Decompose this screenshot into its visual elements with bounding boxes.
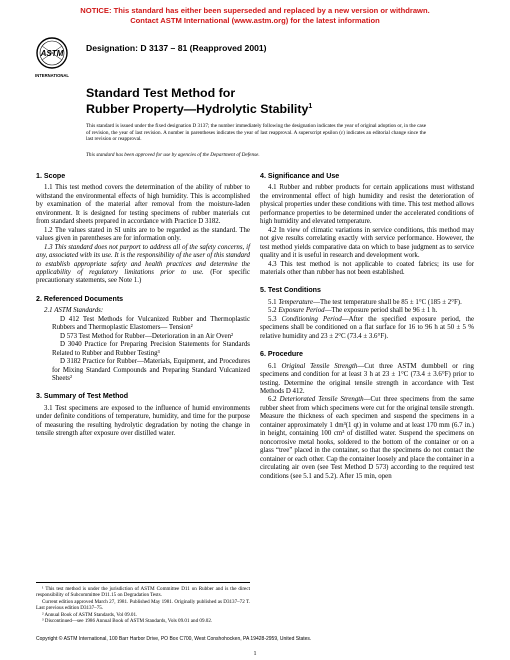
title-line-2: [86, 100, 312, 116]
paragraph: 5.3 Conditioning Period—After the specified exposure period, the specimens shall be conditioned on a flat surface for 16 to 96 h at 50 ± 5 % relative humidity and 23 ± 2°C (73.4 ± 3.6°F).: [260, 315, 475, 340]
paragraph: [36, 244, 250, 286]
paragraph: 3.1 Test specimens are exposed to the influence of humid environments under definite conditions of temperature, humidity, and time for the purpose of measuring the resulting hydrolytic degradation by noting the change in tensile strength after exposure over distilled water.: [36, 404, 250, 438]
logo-text: ASTM: [40, 49, 64, 58]
notice-line-1: NOTICE: This standard has either been superseded and replaced by a new version or withdrawn.: [80, 6, 430, 15]
page-number: 1: [253, 651, 257, 657]
safety-statement: 1.3 This standard does not purport to address all of the safety concerns, if any, associated with its use. It is the responsibility of the user of this standard to establish appropriate safety and health practices and determine the applicability of regulatory limitations prior to use.: [36, 243, 250, 276]
section-heading: 4. Significance and Use: [260, 172, 340, 180]
section-heading: 2. Referenced Documents: [36, 294, 124, 303]
logo-subtext: INTERNATIONAL: [35, 73, 69, 78]
defense-approval-note: This standard has been approved for use by agencies of the Department of Defense.: [86, 152, 260, 158]
reference-item: D 412 Test Methods for Vulcanized Rubber and Thermoplastic Rubbers and Thermoplastic Elastomers— Tension²: [52, 315, 250, 332]
issuance-note: This standard is issued under the fixed designation D 3137; the number immediately following the designation indicates the year of original adoption or, in the case of revision, the year of last revision. A number in parentheses indicates the year of last reapproval. A superscript epsilon (ε) indicates an editorial change since the last revision or reapproval.: [86, 123, 426, 143]
section-heading: 1. Scope: [36, 172, 66, 180]
notice-line-2: Contact ASTM International (www.astm.org) for the latest information: [130, 15, 380, 25]
term: Deteriorated Tensile Strength: [279, 396, 364, 404]
paragraph: 4.3 This test method is not applicable to coated fabrics; its use for materials other than rubber has not been established.: [260, 260, 474, 276]
paragraph-text: —After the specified exposure period, the specimens shall be conditioned on a flat surface for 16 to 96 h at 50 ± 5 % relative humidity and 23 ± 2°C (73.4 ± 3.6°F).: [260, 315, 475, 340]
notice-banner: [0, 6, 510, 25]
reference-item: D 3182 Practice for Rubber—Materials, Equipment, and Procedures for Mixing Standard Compounds and Preparing Standard Vulcanized Sheets²: [52, 358, 250, 382]
term: Temperature: [278, 298, 314, 306]
reference-item: D 3040 Practice for Preparing Precision Statements for Standards Related to Rubber and Rubber Testing³: [52, 341, 250, 357]
paragraph-text: —Cut three specimens from the same rubber sheet from which specimens were cut for the original tensile strength. Measure the thickness of each specimen and suspend the specimens in a container approximately 1 dm³(1 qt) in volume and at least 170 mm (6.7 in.) in height, containing 100 cm³ of distilled water. Suspend the specimens on noncorrosive metal hooks, soldered to the bottom of the container or on a glass “tree” placed in the container, so that the specimens do not contact the container or each other. Cap the container loosely and place the container in a circulating air oven (see Test Method D 573) according to the required test conditions (see 5.1 and 5.2). After 15 min, open: [260, 396, 475, 480]
paragraph: 6.1 Original Tensile Strength—Cut three ASTM dumbbell or ring specimens and condition for at least 3 h at 23 ± 1°C (73.4 ± 3.6°F) prior to testing. Determine the original tensile strength in accordance with Test Methods D 412.: [260, 362, 474, 395]
section-summary: [36, 392, 250, 438]
right-column: [260, 172, 474, 490]
footnote: ¹ This test method is under the jurisdiction of ASTM Committee D11 on Rubber and is the direct responsibility of Subcommittee D11.15 on Degradation Tests.: [36, 586, 250, 599]
section-referenced-documents: [36, 295, 250, 384]
paragraph: 1.2 The values stated in SI units are to be regarded as the standard. The values given in parentheses are for information only.: [36, 226, 250, 243]
title-line-2-text: Rubber Property—Hydrolytic Stability: [86, 102, 309, 117]
footnote: ³ Discontinued—see 1986 Annual Book of ASTM Standards, Vols 09.01 and 09.02.: [42, 618, 213, 625]
section-heading: 5. Test Conditions: [260, 286, 321, 295]
paragraph-text: —Cut three ASTM dumbbell or ring specimens and condition for at least 3 h at 23 ± 1°C (73.4 ± 3.6°F) prior to testing. Determine the original tensile strength in accordance with Test Methods D 412.: [260, 362, 474, 395]
title-footnote-mark: 1: [308, 103, 313, 110]
subheading: 2.1 ASTM Standards:: [44, 307, 104, 315]
paragraph: 1.1 This test method covers the determination of the ability of rubber to withstand the environmental effects of high humidity. This is accomplished by examination of the material after removal from the moisture-laden environment. It is designed for testing specimens of rubber materials cut from standard sheets prepared in accordance with Practice D 3182.: [36, 184, 250, 226]
title-line-1: Standard Test Method for: [86, 86, 236, 100]
designation: Designation: D 3137 – 81 (Reapproved 2001): [86, 43, 267, 53]
section-heading: 6. Procedure: [260, 350, 303, 359]
paragraph: 5.2 Exposure Period—The exposure period shall be 96 ± 1 h.: [268, 307, 438, 315]
document-title: [86, 86, 312, 116]
astm-logo: [34, 36, 70, 80]
paragraph-text: —The test temperature shall be 85 ± 1°C (185 ± 2°F).: [313, 298, 462, 306]
footnote: ² Annual Book of ASTM Standards, Vol 09.01.: [42, 611, 138, 618]
footnotes: [36, 582, 250, 624]
footnote: Current edition approved March 27, 1981. Published May 1981. Originally published as D3137–72 T. Last previous edition D3137–75.: [36, 598, 250, 612]
term: Conditioning Period: [281, 315, 342, 323]
term: Original Tensile Strength: [281, 362, 358, 370]
section-procedure: [260, 350, 474, 481]
safety-statement-tail: (For specific precautionary statements, see Note 1.): [36, 268, 250, 285]
left-column: [36, 172, 250, 448]
section-significance: [260, 172, 474, 277]
paragraph: 4.2 In view of climatic variations in service conditions, this method may not give results correlating exactly with service performance. However, the test method yields comparative data on which to base judgment as to service quality and it is useful in research and development work.: [260, 226, 474, 260]
reference-item: D 573 Test Method for Rubber—Deterioration in an Air Oven²: [60, 332, 234, 340]
section-scope: [36, 172, 250, 286]
paragraph: 4.1 Rubber and rubber products for certain applications must withstand the environmental effect of high humidity and resist the deterioration of physical properties under these conditions with time. This test method allows performance properties to be determined under the accelerated conditions of high humidity and elevated temperature.: [260, 184, 474, 226]
copyright-line: Copyright © ASTM International, 100 Barr Harbor Drive, PO Box C700, West Conshohocken, PA 19428-2959, United States.: [36, 636, 312, 642]
paragraph: 5.1 Temperature—The test temperature shall be 85 ± 1°C (185 ± 2°F).: [268, 298, 462, 306]
paragraph: 6.2 Deteriorated Tensile Strength—Cut three specimens from the same rubber sheet from which specimens were cut for the original tensile strength. Measure the thickness of each specimen and suspend the specimens in a container approximately 1 dm³(1 qt) in volume and at least 170 mm (6.7 in.) in height, containing 100 cm³ of distilled water. Suspend the specimens on noncorrosive metal hooks, soldered to the bottom of the container or on a glass “tree” placed in the container, so that the specimens do not contact the container or each other. Cap the container loosely and place the container in a circulating air oven (see Test Method D 573) according to the required test conditions (see 5.1 and 5.2). After 15 min, open: [260, 396, 475, 480]
section-heading: 3. Summary of Test Method: [36, 392, 129, 401]
term: Exposure Period: [278, 307, 325, 315]
paragraph-text: —The exposure period shall be 96 ± 1 h.: [324, 307, 438, 315]
section-test-conditions: [260, 286, 474, 341]
